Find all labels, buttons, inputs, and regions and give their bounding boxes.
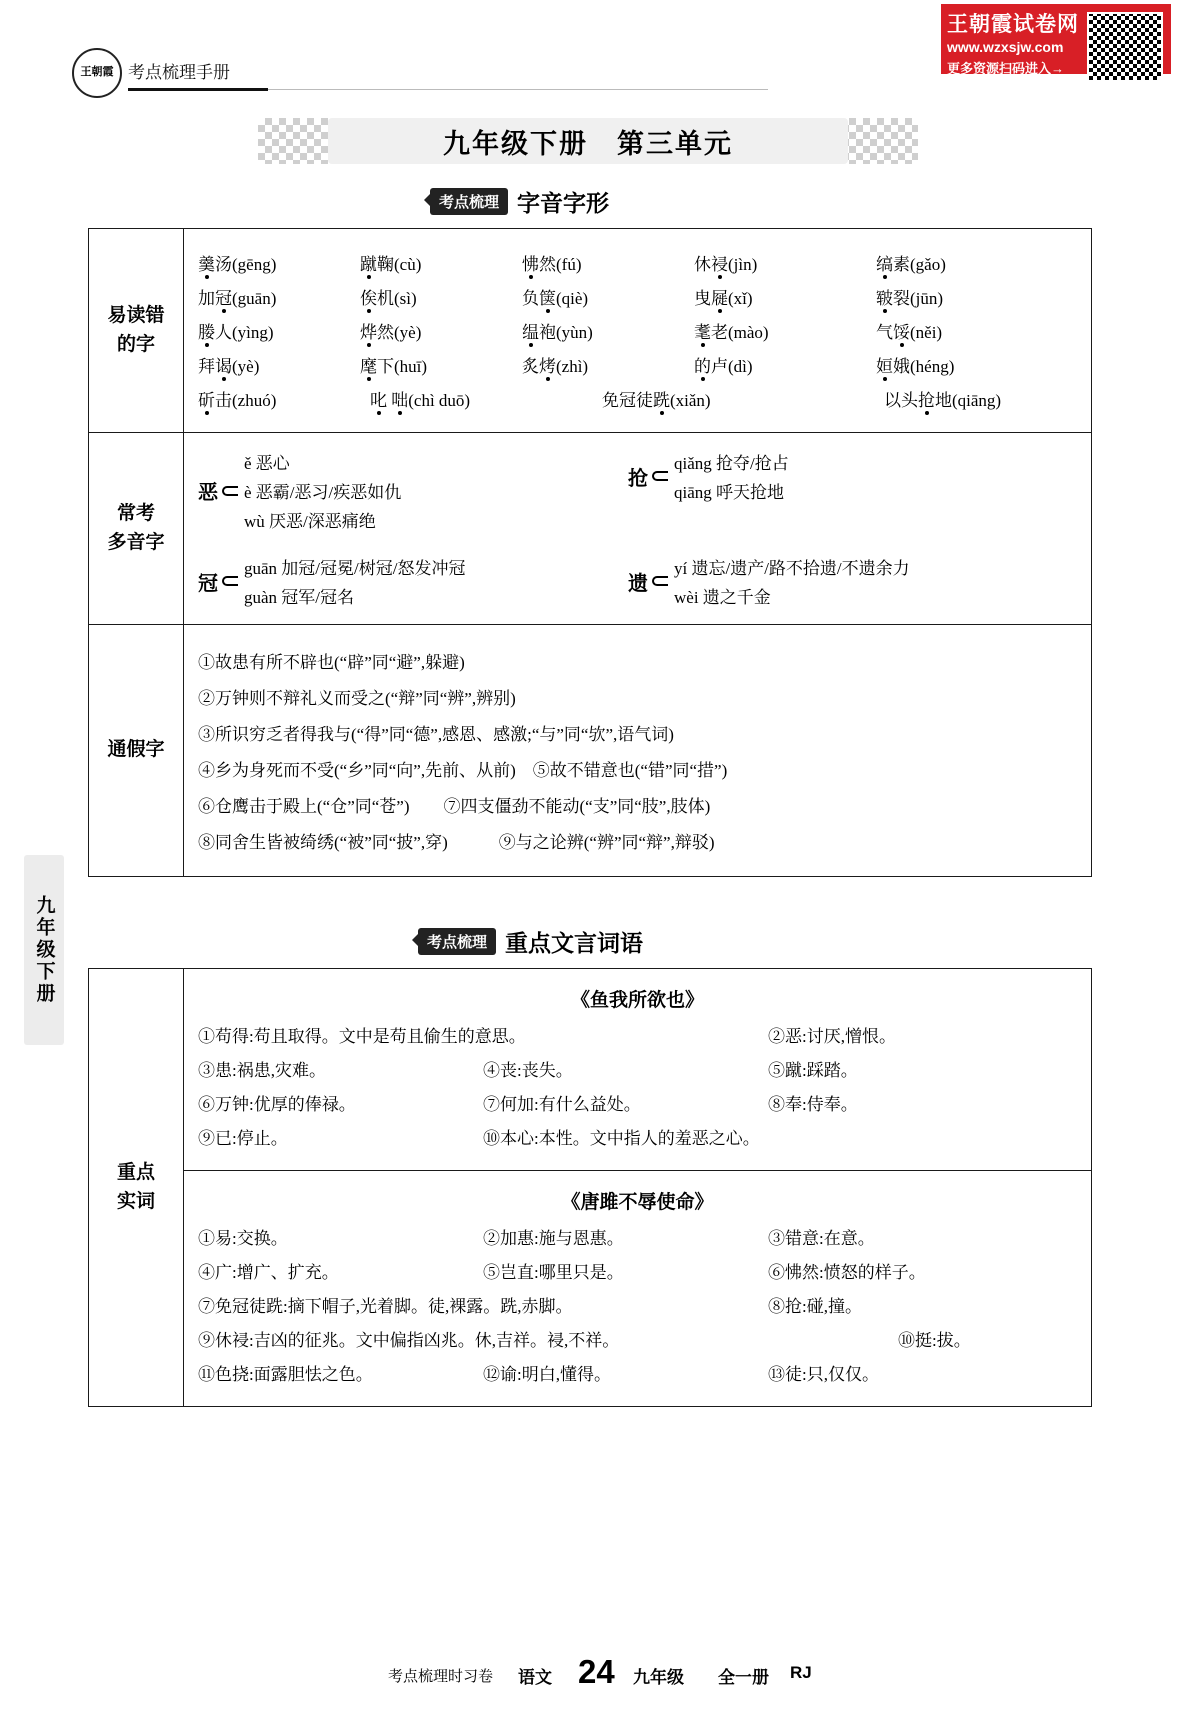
- entry: ③患:祸患,灾难。: [198, 1061, 326, 1080]
- entry: ⑨已:停止。: [198, 1129, 288, 1148]
- polyphone-group: [198, 445, 618, 536]
- entry: ⑦免冠徒跣:摘下帽子,光着脚。徒,裸露。跣,赤脚。: [198, 1297, 573, 1316]
- word-line: 媵人(yìng) 烨然(yè) 缊袍(yùn) 耄老(mào) 气馁(něi): [198, 323, 943, 342]
- unit-title: 九年级下册 第三单元: [443, 128, 733, 159]
- word-line: [198, 1224, 1077, 1249]
- entry: ⑥怫然:愤怒的样子。: [768, 1263, 926, 1282]
- footer-subject: 语文: [518, 1668, 552, 1687]
- banner-middle: [328, 118, 848, 164]
- page-header: [0, 0, 1181, 108]
- section-tag: 考点梳理: [430, 188, 508, 215]
- row-body-yuwo: [184, 969, 1092, 1171]
- table-row: [89, 1171, 1092, 1407]
- word-line: 加冠(guān) 俟机(sì) 负箧(qiè) 曳屣(xǐ) 皲裂(jūn): [198, 289, 944, 308]
- entry: ②加惠:施与恩惠。: [483, 1229, 624, 1248]
- word-line: [198, 1056, 1077, 1081]
- section-name: 字音字形: [517, 190, 610, 216]
- polyphone-char: 冠: [198, 572, 218, 595]
- loan-line: ①故患有所不辟也(“辟”同“避”,躲避): [198, 653, 465, 672]
- entry: ⑧奉:侍奉。: [768, 1095, 858, 1114]
- word-line: [198, 1124, 1077, 1149]
- entry: ④广:增广、扩充。: [198, 1263, 339, 1282]
- polyphone-item: wù 厌恶/深恶痛绝: [244, 512, 376, 531]
- word-line: [198, 1090, 1077, 1115]
- word-line: 拜谒(yè) 麾下(huī) 炙烤(zhì) 的卢(dì) 姮娥(héng): [198, 357, 955, 376]
- word-line: [198, 1326, 1077, 1351]
- polyphone-char: 抢: [628, 467, 648, 490]
- entry: ⑤岂直:哪里只是。: [483, 1263, 624, 1282]
- section-header-pronunciation: [430, 185, 609, 218]
- footer-grade: 九年级: [633, 1668, 684, 1687]
- polyphone-item: wèi 遗之千金: [674, 588, 771, 607]
- polyphone-item: qiāng 呼天抢地: [674, 483, 785, 502]
- loan-line: ⑥仓鹰击于殿上(“仓”同“苍”) ⑦四支僵劲不能动(“支”同“肢”,肢体): [198, 797, 711, 816]
- table-pronunciation: [88, 228, 1092, 877]
- section-name: 重点文言词语: [505, 930, 644, 956]
- brand-scan-hint: 更多资源扫码进入→: [947, 61, 1065, 76]
- entry: ⑥万钟:优厚的俸禄。: [198, 1095, 356, 1114]
- row-label-easy-misread: 易读错 的字: [89, 229, 184, 433]
- row-label-loan-char: 通假字: [89, 625, 184, 877]
- polyphone-group: [198, 550, 618, 612]
- table-row: [89, 229, 1092, 433]
- publisher-logo: 王朝霞: [72, 48, 122, 98]
- polyphone-item: guān 加冠/冠冕/树冠/怒发冲冠: [244, 559, 466, 578]
- brand-name: 王朝霞试卷网: [947, 13, 1079, 36]
- entry: ⑧抢:碰,撞。: [768, 1297, 862, 1316]
- table-row: [89, 625, 1092, 877]
- footer-edition: RJ: [790, 1663, 812, 1682]
- polyphone-char: 遗: [628, 572, 648, 595]
- polyphone-group: [628, 550, 1077, 612]
- entry: ⑬徒:只,仅仅。: [768, 1365, 879, 1384]
- row-body-easy-misread: [184, 229, 1092, 433]
- polyphone-char: 恶: [198, 482, 218, 504]
- entry: ⑨休祲:吉凶的征兆。文中偏指凶兆。休,吉祥。祲,不祥。: [198, 1331, 620, 1350]
- loan-line: ④乡为身死而不受(“乡”同“向”,先前、从前) ⑤故不错意也(“错”同“措”): [198, 761, 728, 780]
- row-body-polyphone: [184, 433, 1092, 625]
- loan-line: ②万钟则不辩礼义而受之(“辩”同“辨”,辨别): [198, 689, 516, 708]
- word-line: [198, 1258, 1077, 1283]
- word-line: [198, 1360, 1077, 1385]
- row-body-loan-char: [184, 625, 1092, 877]
- row-label-polyphone: 常考 多音字: [89, 433, 184, 625]
- entry: ⑫谕:明白,懂得。: [483, 1365, 611, 1384]
- unit-banner: [258, 118, 918, 164]
- entry: ⑩本心:本性。文中指人的羞恶之心。: [483, 1129, 760, 1148]
- entry: ④丧:丧失。: [483, 1061, 573, 1080]
- polyphone-item: qiǎng 抢夺/抢占: [674, 454, 789, 473]
- brace: [222, 486, 238, 496]
- entry: ②恶:讨厌,憎恨。: [768, 1027, 896, 1046]
- row-body-tangju: [184, 1171, 1092, 1407]
- brace: [652, 471, 668, 481]
- section-tag: 考点梳理: [418, 928, 496, 955]
- page-footer: [0, 1655, 1181, 1695]
- text-title: 《唐雎不辱使命》: [561, 1192, 714, 1213]
- entry: ⑪色挠:面露胆怯之色。: [198, 1365, 373, 1384]
- loan-line: ③所识穷乏者得我与(“得”同“德”,感恩、感激;“与”同“欤”,语气词): [198, 725, 674, 744]
- section-header-keywords: [418, 925, 643, 958]
- entry: ①苟得:苟且取得。文中是苟且偷生的意思。: [198, 1027, 526, 1046]
- brace: [222, 576, 238, 586]
- brand-url: www.wzxsjw.com: [947, 39, 1064, 55]
- word-line: [198, 1022, 1077, 1047]
- page-number: 24: [578, 1653, 615, 1690]
- loan-line: ⑧同舍生皆被绮绣(“被”同“披”,穿) ⑨与之论辨(“辨”同“辩”,辩驳): [198, 833, 715, 852]
- word-line: 斫击(zhuó) 叱 咄(chì duō) 免冠徒跣(xiǎn) 以头抢地(qiāng): [198, 391, 1002, 410]
- brace: [652, 576, 668, 586]
- row-label-content-words: 重点 实词: [89, 969, 184, 1407]
- entry: ⑤蹴:踩踏。: [768, 1061, 858, 1080]
- header-title: 考点梳理手册: [128, 63, 230, 82]
- polyphone-item: yí 遗忘/遗产/路不拾遗/不遗余力: [674, 559, 910, 578]
- footer-volume: 全一册: [718, 1668, 769, 1687]
- table-row: [89, 969, 1092, 1171]
- entry: ①易:交换。: [198, 1229, 288, 1248]
- polyphone-item: guàn 冠军/冠名: [244, 588, 355, 607]
- table-row: [89, 433, 1092, 625]
- word-line: 羹汤(gēng) 蹴鞠(cù) 怫然(fú) 休祲(jìn) 缟素(gǎo): [198, 255, 946, 274]
- polyphone-item: è 恶霸/恶习/疾恶如仇: [244, 483, 402, 502]
- entry: ⑩挺:拔。: [898, 1331, 971, 1350]
- table-keywords: [88, 968, 1092, 1407]
- polyphone-group: [628, 445, 1077, 507]
- qr-code-icon: [1087, 12, 1163, 82]
- header-rule-thin: [268, 89, 768, 90]
- polyphone-item: ě 恶心: [244, 454, 290, 473]
- word-line: [198, 1292, 1077, 1317]
- entry: ⑦何加:有什么益处。: [483, 1095, 641, 1114]
- side-tab-label: 九年级下册: [33, 895, 55, 1005]
- header-rule: [128, 88, 268, 91]
- brand-banner: [941, 4, 1171, 74]
- text-title: 《鱼我所欲也》: [570, 990, 704, 1011]
- side-tab: [24, 855, 64, 1045]
- entry: ③错意:在意。: [768, 1229, 875, 1248]
- footer-series: 考点梳理时习卷: [388, 1668, 494, 1685]
